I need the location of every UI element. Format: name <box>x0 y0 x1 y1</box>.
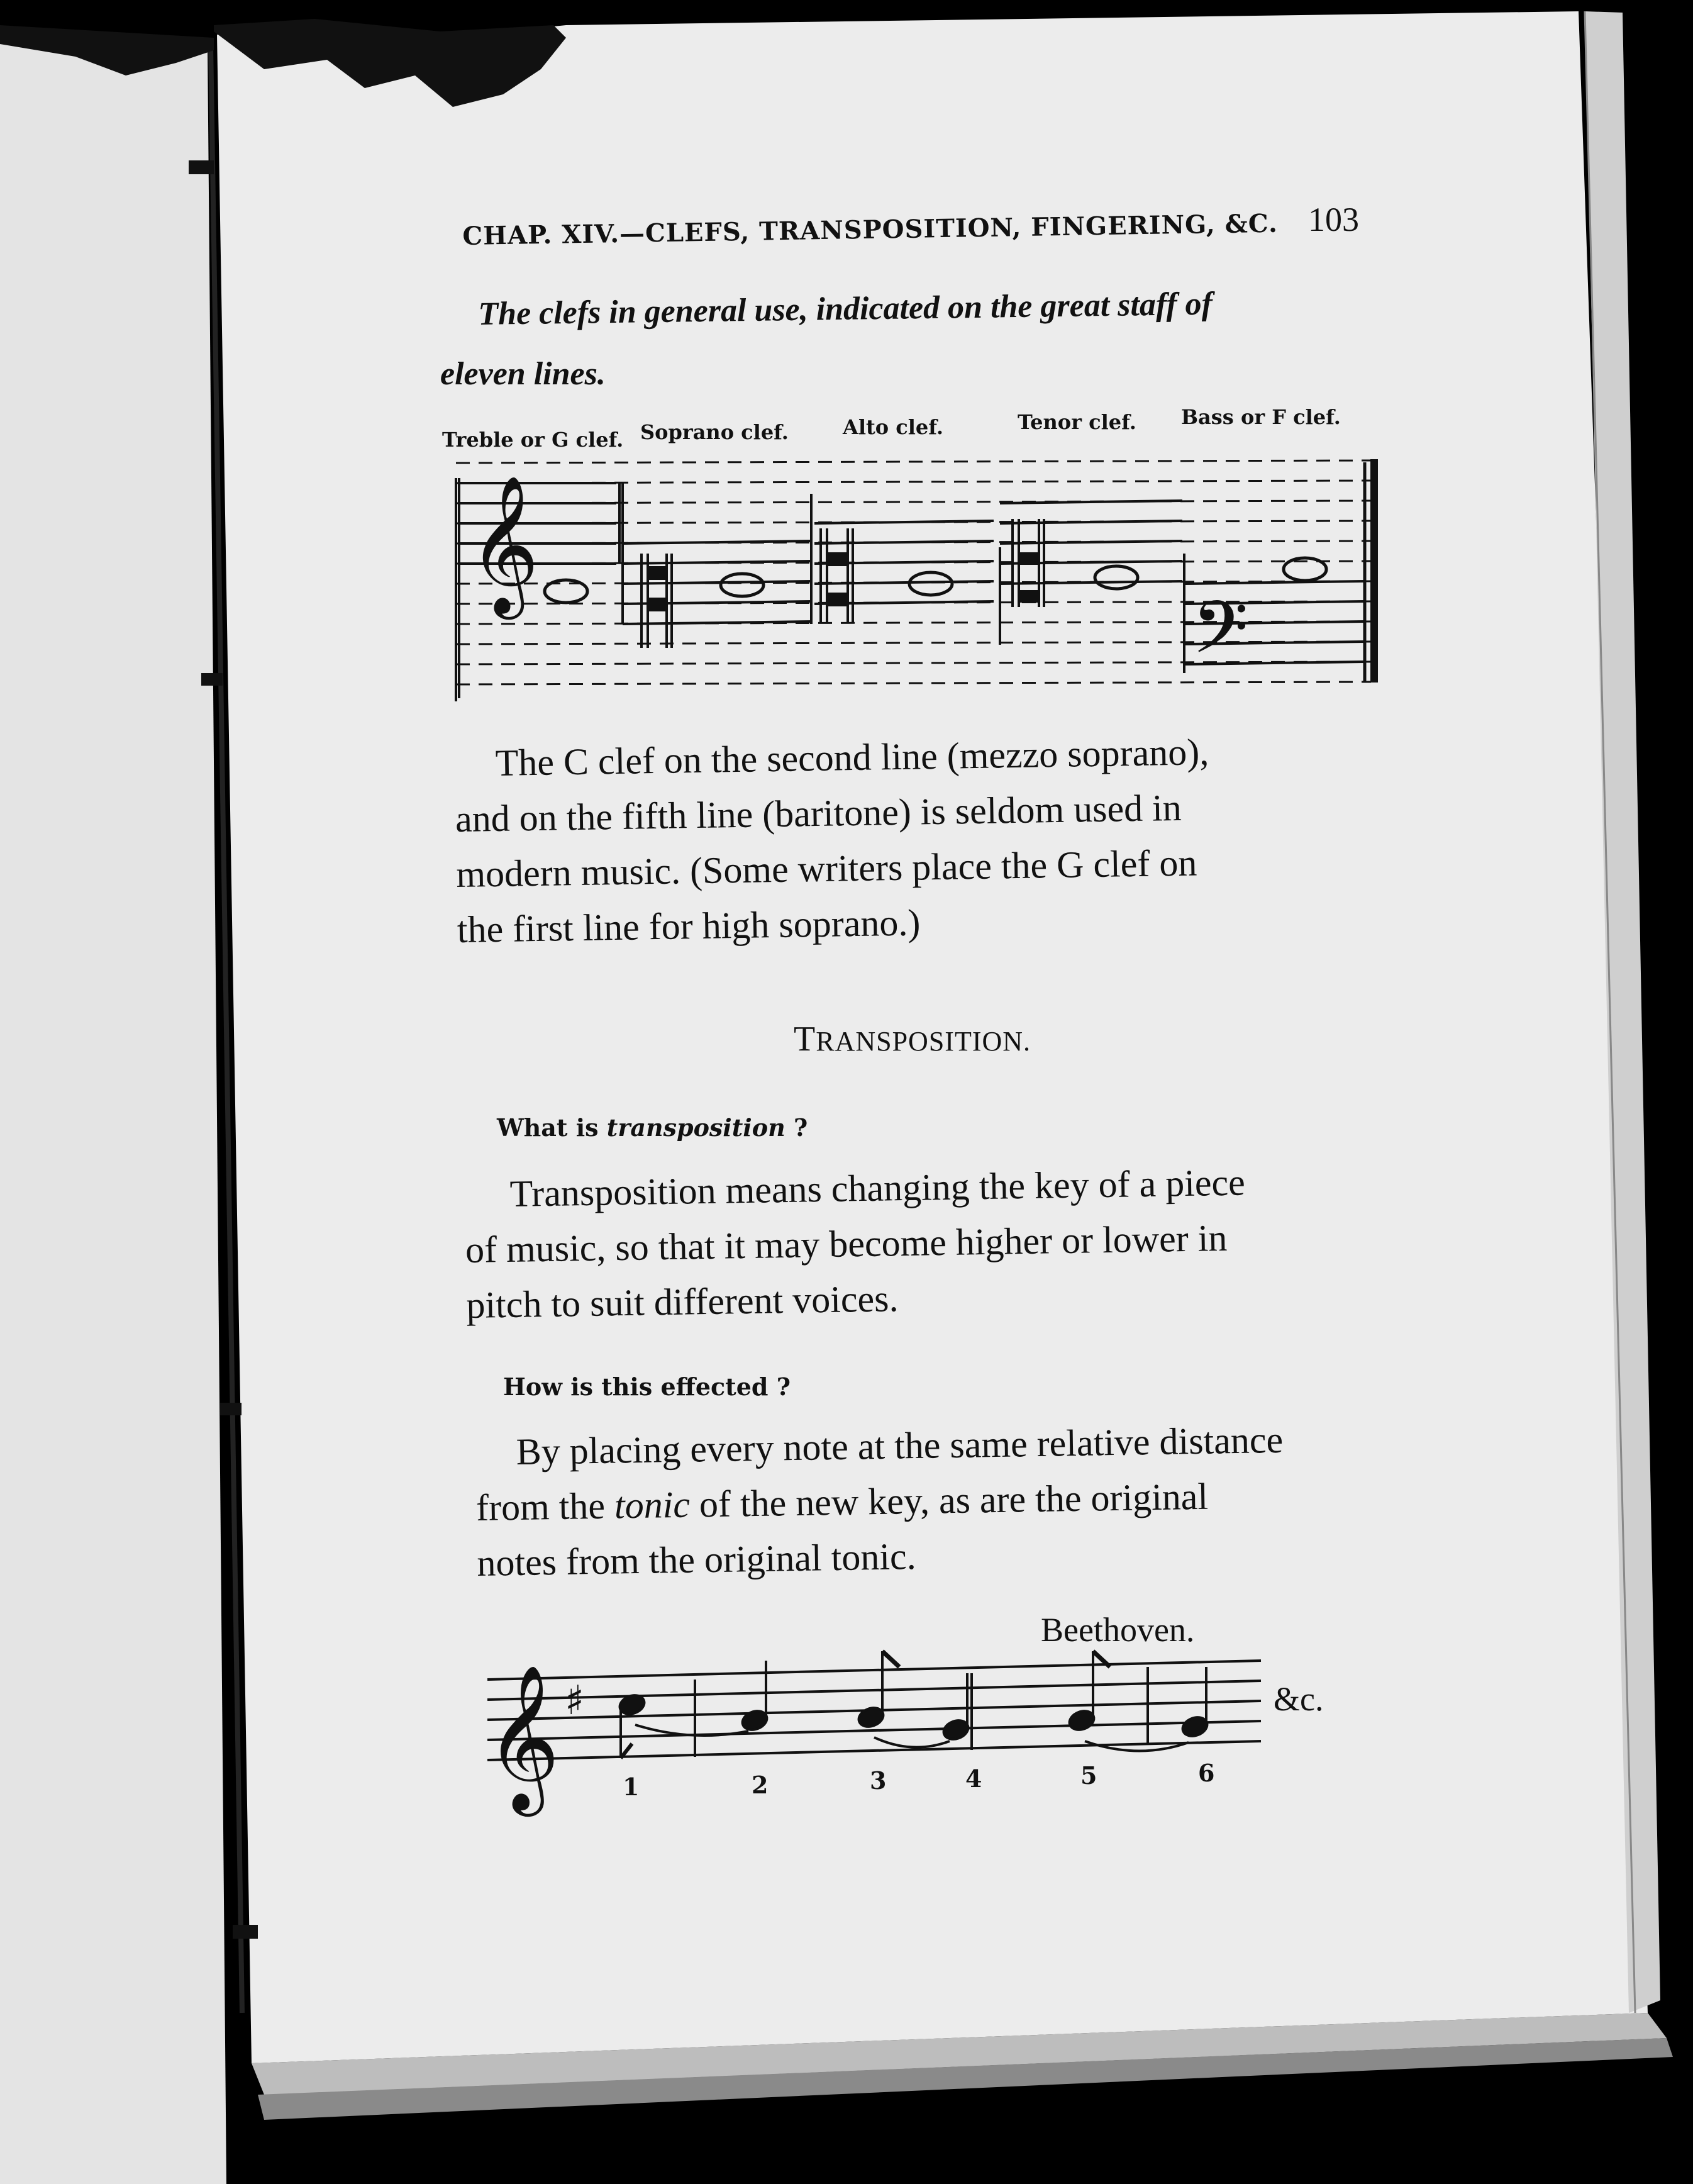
clef-label-soprano: Soprano clef. <box>640 420 789 444</box>
fingering-2: 2 <box>752 1771 769 1799</box>
fingering-5: 5 <box>1080 1761 1097 1790</box>
treble-clef-icon: 𝄞 <box>469 474 540 613</box>
paragraph-line: The C clef on the second line (mezzo soprano), <box>495 731 1209 784</box>
question-how-effected: How is this effected ? <box>503 1373 791 1401</box>
clef-label-alto: Alto clef. <box>843 415 944 439</box>
fingering-1: 1 <box>623 1773 640 1801</box>
answer-line: notes from the original tonic. <box>476 1535 917 1584</box>
answer-line: pitch to suit different voices. <box>465 1278 899 1326</box>
heading-initial: T <box>794 1020 816 1059</box>
paragraph-clef-usage <box>454 724 1212 957</box>
bass-clef-icon: 𝄢 <box>1192 586 1249 688</box>
question-suffix: ? <box>785 1113 808 1142</box>
answer-text: of the new key, as are the original <box>689 1475 1209 1525</box>
paragraph-line: the first line for high soprano.) <box>457 901 921 950</box>
question-term: transposition <box>606 1113 785 1142</box>
clef-label-tenor: Tenor clef. <box>1018 410 1136 434</box>
answer-line: By placing every note at the same relative distance <box>516 1418 1284 1473</box>
paragraph-line: and on the fifth line (baritone) is seldom used in <box>455 786 1182 840</box>
left-page-edge <box>0 38 226 2184</box>
section-heading-transposition <box>794 1019 1031 1059</box>
answer-transposition <box>464 1155 1247 1333</box>
running-head: CHAP. XIV.—CLEFS, TRANSPOSITION, FINGERING, &C. <box>462 208 1279 251</box>
answer-text: from the <box>475 1485 615 1529</box>
answer-how-effected <box>475 1412 1285 1591</box>
question-what-is-transposition <box>497 1113 808 1142</box>
clef-label-bass: Bass or F clef. <box>1181 405 1341 429</box>
clefs-intro-line-1: The clefs in general use, indicated on the great staff of <box>478 286 1213 332</box>
example-treble-clef-icon: 𝄞 <box>486 1664 560 1810</box>
paragraph-line: modern music. (Some writers place the G clef on <box>455 842 1197 895</box>
heading-rest: RANSPOSITION. <box>816 1026 1031 1057</box>
question-prefix: What is <box>497 1113 607 1142</box>
page-number: 103 <box>1308 201 1359 238</box>
clefs-intro-line-2: eleven lines. <box>440 356 606 392</box>
etc-mark: &c. <box>1274 1680 1324 1718</box>
fingering-6: 6 <box>1198 1759 1215 1787</box>
answer-line: of music, so that it may become higher or lower in <box>465 1217 1228 1271</box>
key-signature-sharp-icon: ♯ <box>565 1678 584 1724</box>
answer-line: Transposition means changing the key of a piece <box>509 1161 1246 1215</box>
answer-term-tonic: tonic <box>614 1483 691 1527</box>
fingering-4: 4 <box>965 1764 982 1793</box>
composer-credit: Beethoven. <box>1041 1611 1195 1649</box>
fingering-3: 3 <box>870 1766 887 1795</box>
clef-label-treble: Treble or G clef. <box>442 428 624 452</box>
